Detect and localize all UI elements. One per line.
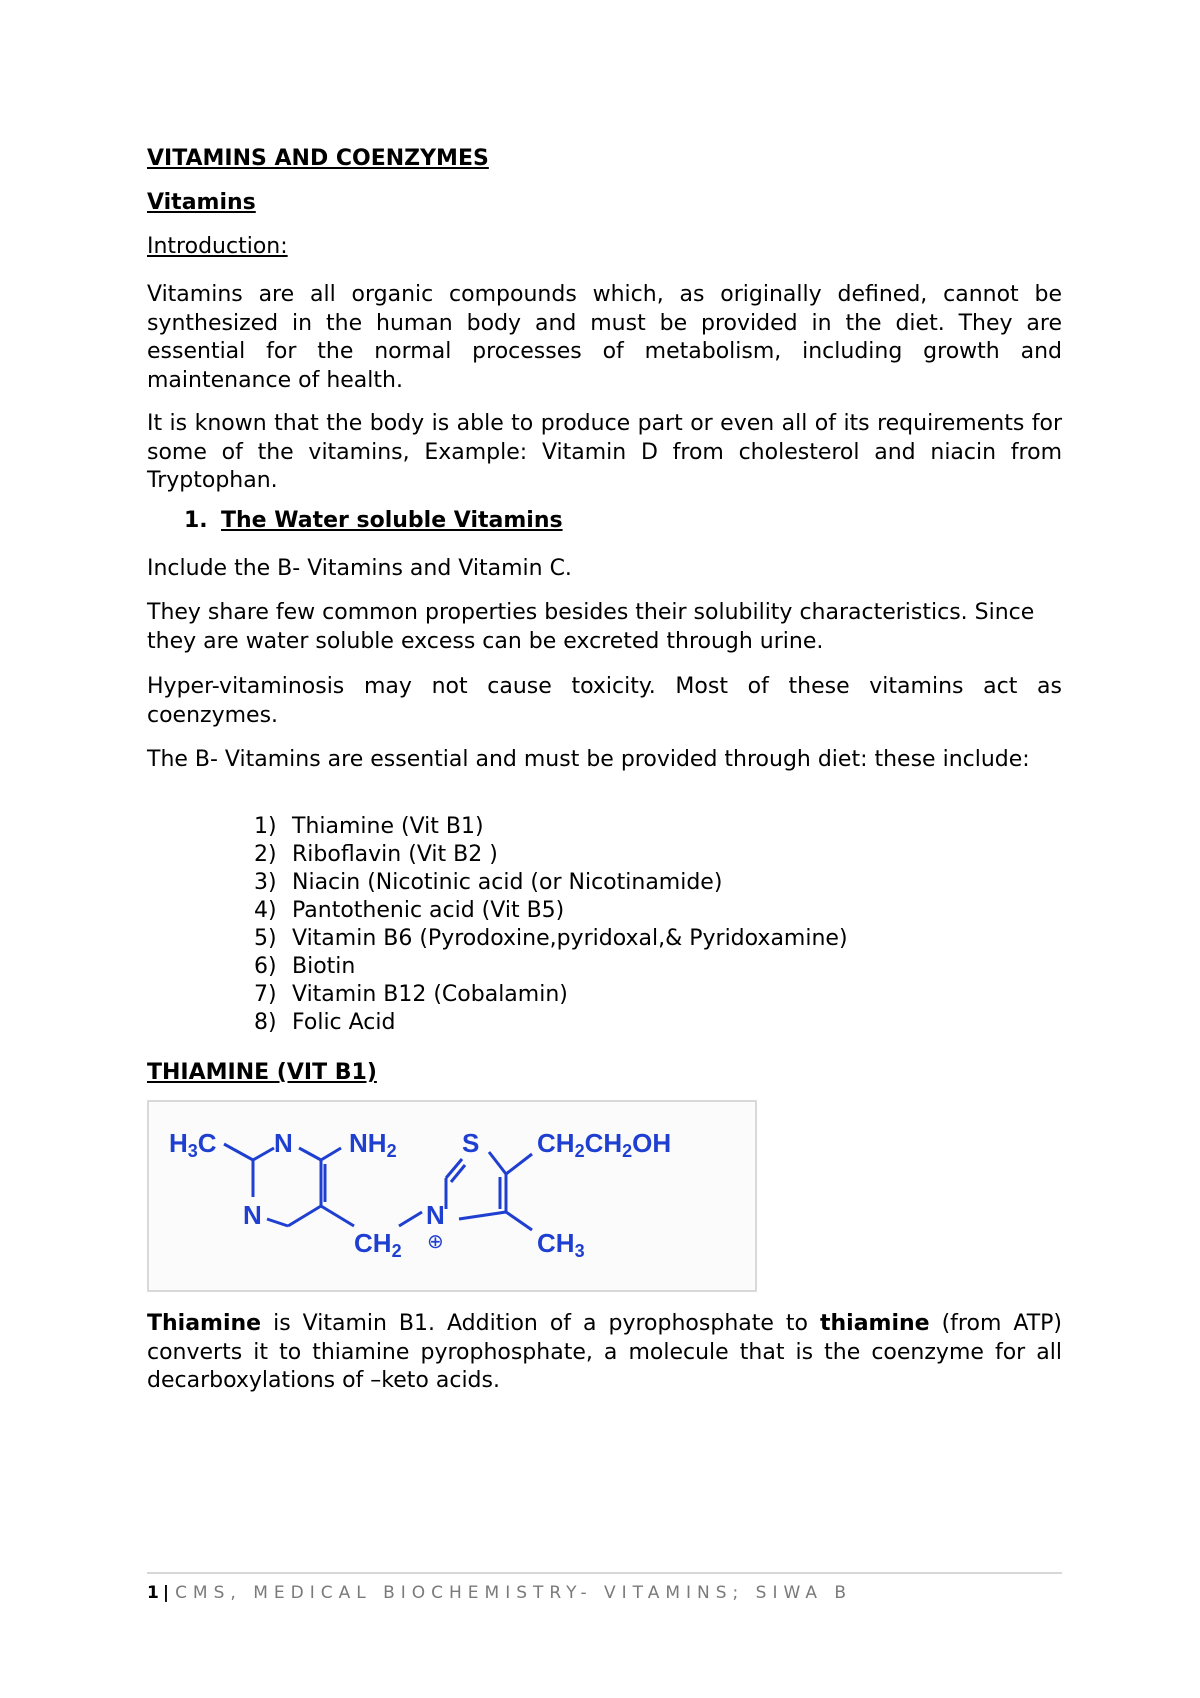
list-item: 2) Riboflavin (Vit B2 ) [254, 842, 498, 867]
label-n-left: N [243, 1200, 262, 1230]
list-item: 8) Folic Acid [254, 1010, 396, 1035]
water-soluble-paragraph-2: They share few common properties besides their solubility characteristics. Since they are water soluble excess can be excreted through urine. [147, 600, 1035, 654]
footer-text: CMS, MEDICAL BIOCHEMISTRY- VITAMINS; SIWA B [175, 1583, 853, 1603]
thiamine-structure-figure [147, 1100, 757, 1292]
label-n-top: N [274, 1128, 293, 1158]
thiamine-structure-diagram [149, 1102, 755, 1290]
section-heading-vitamins: Vitamins [147, 190, 256, 215]
list-item: 6) Biotin [254, 954, 356, 979]
page-footer [147, 1583, 852, 1603]
label-nh2: NH2 [349, 1128, 397, 1161]
list-item: 4) Pantothenic acid (Vit B5) [254, 898, 565, 923]
thiamine-bold-1: Thiamine [147, 1311, 262, 1336]
document-title: VITAMINS AND COENZYMES [147, 146, 489, 171]
label-ch3: CH3 [537, 1228, 585, 1261]
thiamine-bold-2: thiamine [819, 1311, 930, 1336]
list-item: 1) Thiamine (Vit B1) [254, 814, 484, 839]
label-n-plus: N [426, 1200, 445, 1230]
list-item: 3) Niacin (Nicotinic acid (or Nicotinamide) [254, 870, 723, 895]
label-ch2ch2oh: CH2CH2OH [537, 1128, 672, 1161]
footer-separator: | [162, 1583, 170, 1603]
label-s: S [462, 1128, 480, 1158]
intro-heading: Introduction: [147, 234, 288, 259]
page-number: 1 [147, 1583, 159, 1603]
charge-icon: ⊕ [427, 1231, 444, 1253]
section-1-number: 1. [184, 508, 208, 533]
thiamine-paragraph: Thiamine is Vitamin B1. Addition of a pyrophosphate to thiamine (from ATP) converts it to thiamine pyrophosphate, a molecule that is the coenzyme for all decarboxylations of –keto acids. [147, 1311, 1063, 1393]
footer-divider [147, 1572, 1062, 1574]
label-h3c: H3C [169, 1128, 217, 1161]
list-item: 5) Vitamin B6 (Pyrodoxine,pyridoxal,& Pyridoxamine) [254, 926, 848, 951]
b-vitamins-list [254, 813, 848, 1037]
water-soluble-paragraph-1: Include the B- Vitamins and Vitamin C. [147, 556, 572, 581]
structure-labels [169, 1128, 671, 1261]
intro-paragraph: Vitamins are all organic compounds which, as originally defined, cannot be synthesized in the human body and must be provided in the diet. They are essential for the normal processes of metabolism, including growth and maintenance of health. [147, 282, 1062, 393]
thiamine-heading: THIAMINE (VIT B1) [147, 1060, 377, 1085]
water-soluble-paragraph-3: Hyper-vitaminosis may not cause toxicity. Most of these vitamins act as coenzymes. [147, 674, 1062, 728]
section-1-heading [147, 508, 563, 533]
label-ch2: CH2 [354, 1228, 402, 1261]
section-1-title: The Water soluble Vitamins [221, 508, 563, 533]
water-soluble-paragraph-4: The B- Vitamins are essential and must be provided through diet: these include: [147, 747, 1030, 772]
list-item: 7) Vitamin B12 (Cobalamin) [254, 982, 568, 1007]
body-paragraph: It is known that the body is able to produce part or even all of its requirements for some of the vitamins, Example: Vitamin D from cholesterol and niacin from Tryptophan. [147, 411, 1062, 493]
